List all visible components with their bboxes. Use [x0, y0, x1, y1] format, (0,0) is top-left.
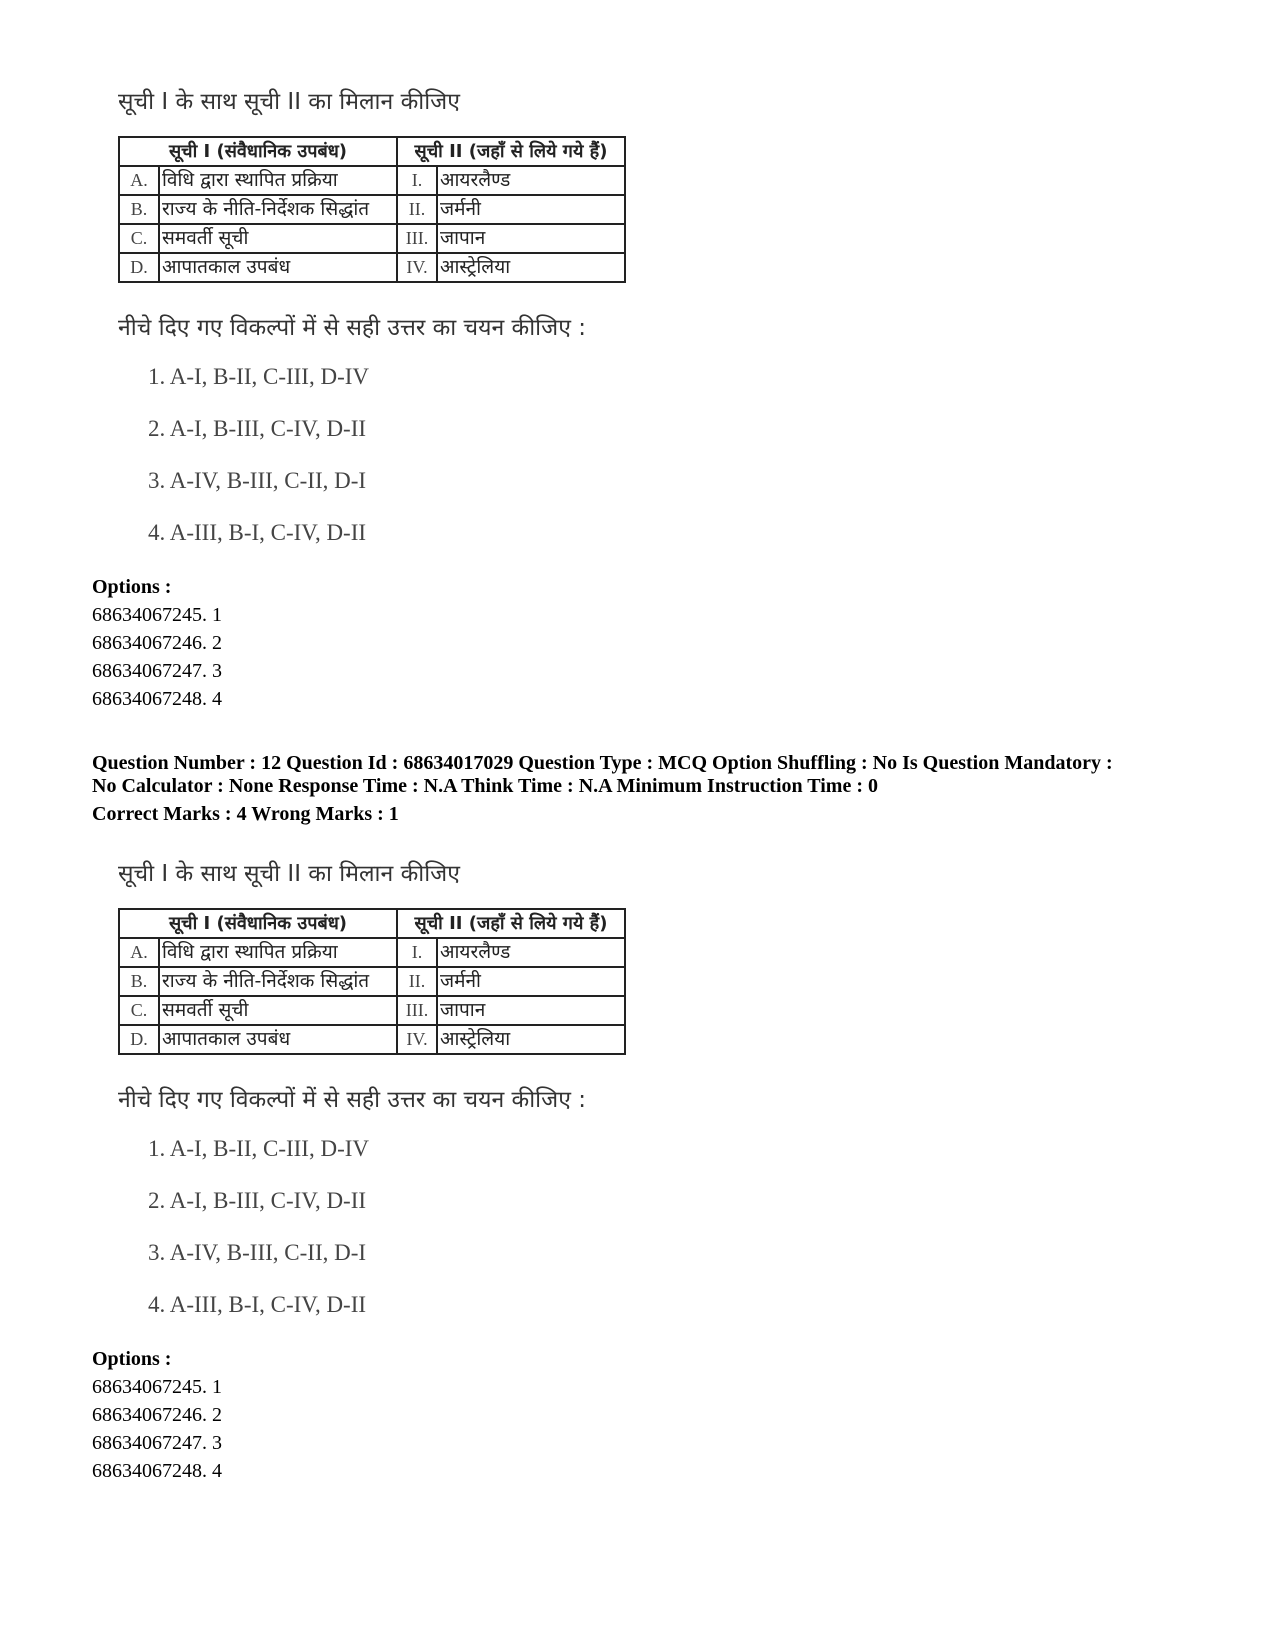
table-header-row	[119, 909, 625, 938]
match-table	[118, 908, 626, 1055]
question-meta-line2: No Calculator : None Response Time : N.A Think Time : N.A Minimum Instruction Time : 0	[92, 775, 878, 797]
select-instruction: नीचे दिए गए विकल्पों में से सही उत्तर का चयन कीजिए :	[118, 1087, 586, 1113]
row-letter: A.	[119, 938, 159, 967]
row-num: III.	[397, 224, 437, 253]
table-row	[119, 938, 625, 967]
row-item: राज्य के नीति-निर्देशक सिद्धांत	[159, 195, 397, 224]
option-line: 68634067248. 4	[92, 1460, 222, 1482]
choice-item: 3. A-IV, B-III, C-II, D-I	[148, 1240, 367, 1265]
table-row	[119, 166, 625, 195]
select-instruction: नीचे दिए गए विकल्पों में से सही उत्तर का चयन कीजिए :	[118, 315, 586, 341]
table-header-list2: सूची II (जहाँ से लिये गये हैं)	[397, 909, 625, 938]
row-num: I.	[397, 166, 437, 195]
match-table	[118, 136, 626, 283]
row-num: II.	[397, 195, 437, 224]
row-num: II.	[397, 967, 437, 996]
match-instruction: सूची I के साथ सूची II का मिलान कीजिए	[118, 89, 460, 115]
row-item: आपातकाल उपबंध	[159, 1025, 397, 1054]
option-line: 68634067246. 2	[92, 632, 222, 654]
row-source: जर्मनी	[437, 195, 625, 224]
option-line: 68634067247. 3	[92, 660, 222, 682]
row-source: जर्मनी	[437, 967, 625, 996]
row-source: जापान	[437, 224, 625, 253]
row-source: आयरलैण्ड	[437, 166, 625, 195]
row-num: III.	[397, 996, 437, 1025]
options-label: Options :	[92, 576, 172, 598]
choice-item: 3. A-IV, B-III, C-II, D-I	[148, 468, 367, 493]
row-letter: D.	[119, 1025, 159, 1054]
table-row	[119, 195, 625, 224]
options-label: Options :	[92, 1348, 172, 1370]
choice-item: 1. A-I, B-II, C-III, D-IV	[148, 364, 369, 389]
row-letter: B.	[119, 195, 159, 224]
table-header-list1: सूची I (संवैधानिक उपबंध)	[119, 909, 397, 938]
row-num: IV.	[397, 1025, 437, 1054]
table-row	[119, 253, 625, 282]
row-source: आस्ट्रेलिया	[437, 1025, 625, 1054]
row-item: समवर्ती सूची	[159, 996, 397, 1025]
table-row	[119, 996, 625, 1025]
row-letter: D.	[119, 253, 159, 282]
table-row	[119, 967, 625, 996]
choice-item: 4. A-III, B-I, C-IV, D-II	[148, 1292, 367, 1317]
option-line: 68634067248. 4	[92, 688, 222, 710]
choice-item: 1. A-I, B-II, C-III, D-IV	[148, 1136, 369, 1161]
choice-item: 2. A-I, B-III, C-IV, D-II	[148, 416, 367, 441]
row-source: जापान	[437, 996, 625, 1025]
row-item: विधि द्वारा स्थापित प्रक्रिया	[159, 938, 397, 967]
choice-item: 2. A-I, B-III, C-IV, D-II	[148, 1188, 367, 1213]
row-letter: C.	[119, 996, 159, 1025]
row-item: समवर्ती सूची	[159, 224, 397, 253]
question-meta-line1: Question Number : 12 Question Id : 68634017029 Question Type : MCQ Option Shuffling : No Is Question Mandatory :	[92, 752, 1113, 774]
row-source: आस्ट्रेलिया	[437, 253, 625, 282]
question-marks: Correct Marks : 4 Wrong Marks : 1	[92, 803, 399, 825]
table-header-row	[119, 137, 625, 166]
row-letter: C.	[119, 224, 159, 253]
row-num: IV.	[397, 253, 437, 282]
table-header-list2: सूची II (जहाँ से लिये गये हैं)	[397, 137, 625, 166]
option-line: 68634067245. 1	[92, 1376, 222, 1398]
row-letter: B.	[119, 967, 159, 996]
row-letter: A.	[119, 166, 159, 195]
row-item: विधि द्वारा स्थापित प्रक्रिया	[159, 166, 397, 195]
option-line: 68634067246. 2	[92, 1404, 222, 1426]
row-source: आयरलैण्ड	[437, 938, 625, 967]
row-item: आपातकाल उपबंध	[159, 253, 397, 282]
table-header-list1: सूची I (संवैधानिक उपबंध)	[119, 137, 397, 166]
table-row	[119, 224, 625, 253]
match-instruction: सूची I के साथ सूची II का मिलान कीजिए	[118, 861, 460, 887]
choice-item: 4. A-III, B-I, C-IV, D-II	[148, 520, 367, 545]
row-num: I.	[397, 938, 437, 967]
option-line: 68634067245. 1	[92, 604, 222, 626]
table-row	[119, 1025, 625, 1054]
row-item: राज्य के नीति-निर्देशक सिद्धांत	[159, 967, 397, 996]
option-line: 68634067247. 3	[92, 1432, 222, 1454]
